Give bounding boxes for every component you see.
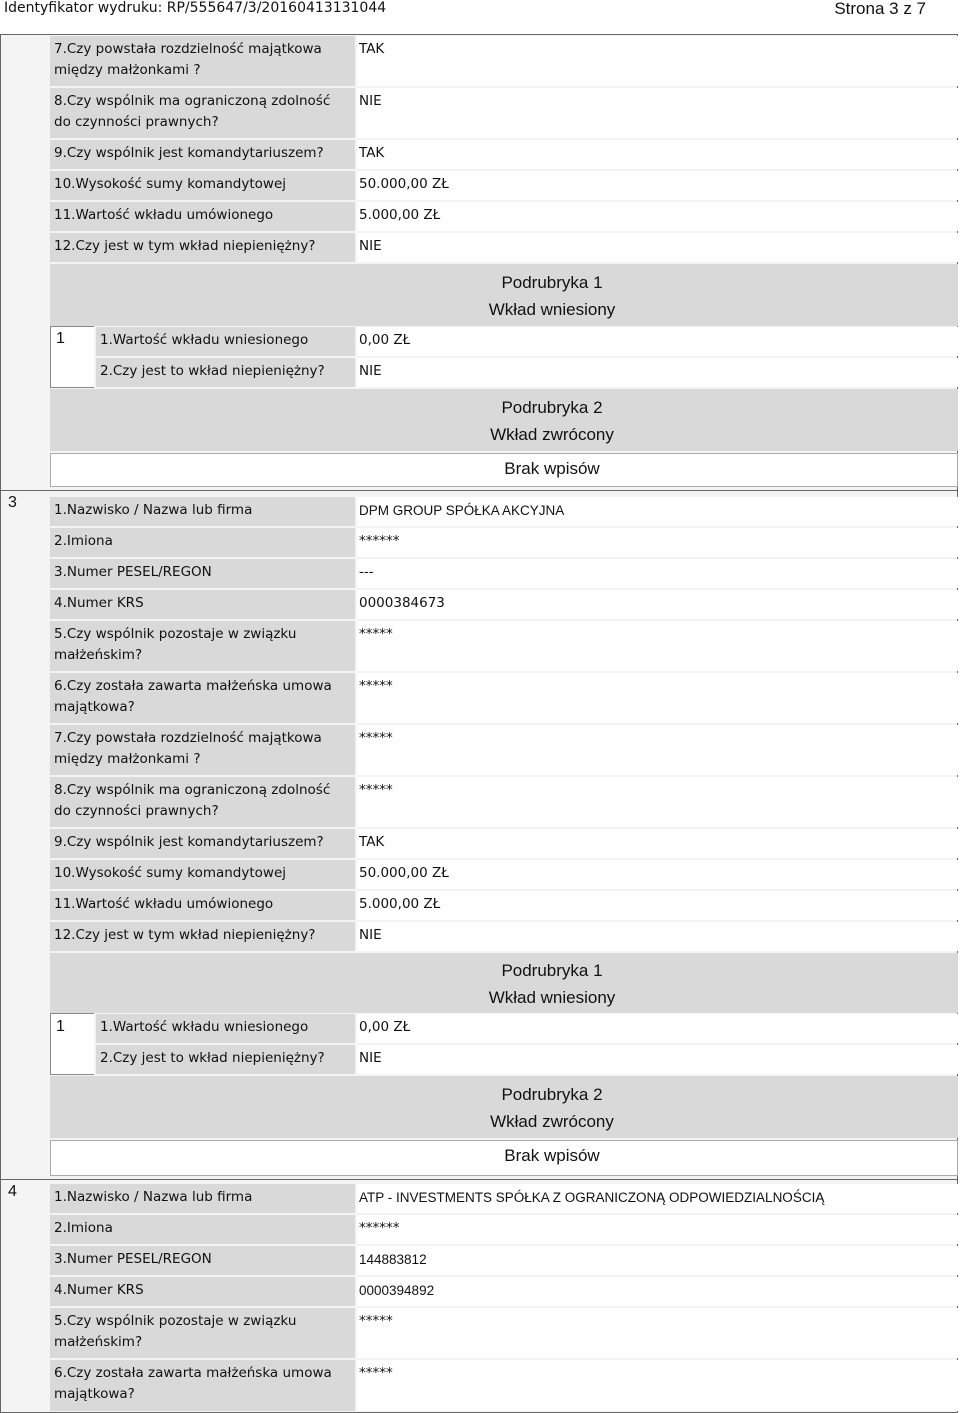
row-label: 7.Czy powstała rozdzielność majątkowa między małżonkami ? [50, 36, 355, 86]
table-row [50, 202, 958, 231]
subsection-header [50, 1076, 958, 1138]
row-label: 5.Czy wspólnik pozostaje w związku małżeńskim? [50, 621, 355, 671]
row-label: 4.Numer KRS [50, 590, 355, 619]
row-value: ***** [357, 777, 958, 827]
subsection-title: Podrubryka 2 [501, 398, 603, 417]
subsection-number: 1 [56, 1018, 65, 1035]
table-row [50, 673, 958, 723]
print-identifier: Identyfikator wydruku: RP/555647/3/20160413131044 [4, 0, 387, 16]
table-row [50, 725, 958, 775]
row-value: ATP - INVESTMENTS SPÓŁKA Z OGRANICZONĄ ODPOWIEDZIALNOŚCIĄ [357, 1184, 958, 1213]
row-value: NIE [357, 358, 958, 387]
row-value: TAK [357, 829, 958, 858]
row-value: 0,00 ZŁ [357, 1014, 958, 1043]
row-label: 11.Wartość wkładu umówionego [50, 202, 355, 231]
subsection-subtitle: Wkład wniesiony [488, 988, 616, 1007]
row-label: 8.Czy wspólnik ma ograniczoną zdolność do czynności prawnych? [50, 777, 355, 827]
subsection-subtitle: Wkład wniesiony [488, 300, 616, 319]
row-value: NIE [357, 1045, 958, 1074]
table-row [50, 860, 958, 889]
row-value: ***** [357, 1308, 958, 1358]
row-label: 2.Imiona [50, 1215, 355, 1244]
table-row [50, 1246, 958, 1275]
row-label: 1.Nazwisko / Nazwa lub firma [50, 1184, 355, 1213]
row-value: DPM GROUP SPÓŁKA AKCYJNA [357, 497, 958, 526]
row-label: 5.Czy wspólnik pozostaje w związku małżeńskim? [50, 1308, 355, 1358]
row-value: 0000394892 [357, 1277, 958, 1306]
row-label: 9.Czy wspólnik jest komandytariuszem? [50, 829, 355, 858]
table-row [50, 559, 958, 588]
row-value: 0,00 ZŁ [357, 327, 958, 356]
row-label: 3.Numer PESEL/REGON [50, 1246, 355, 1275]
section-number-3: 3 [8, 494, 17, 511]
row-label: 6.Czy została zawarta małżeńska umowa majątkowa? [50, 1360, 355, 1411]
page-number: Strona 3 z 7 [834, 0, 926, 18]
table-row [50, 497, 958, 526]
table-row [50, 922, 958, 951]
table-row [50, 528, 958, 557]
row-label: 3.Numer PESEL/REGON [50, 559, 355, 588]
section-number-4: 4 [8, 1183, 17, 1200]
row-label: 2.Czy jest to wkład niepieniężny? [96, 1045, 355, 1074]
row-value: 5.000,00 ZŁ [357, 202, 958, 231]
table-row [50, 88, 958, 138]
table-row [96, 358, 958, 387]
row-value: ***** [357, 1360, 958, 1411]
row-value: 5.000,00 ZŁ [357, 891, 958, 920]
table-row [50, 1277, 958, 1306]
row-value: NIE [357, 922, 958, 951]
row-label: 9.Czy wspólnik jest komandytariuszem? [50, 140, 355, 169]
subsection-header [50, 389, 958, 451]
row-value: 50.000,00 ZŁ [357, 860, 958, 889]
table-row [50, 621, 958, 671]
row-value: ***** [357, 673, 958, 723]
row-value: ***** [357, 621, 958, 671]
row-label: 1.Wartość wkładu wniesionego [96, 327, 355, 356]
row-value: NIE [357, 233, 958, 262]
row-value: 0000384673 [357, 590, 958, 619]
table-row [50, 891, 958, 920]
subsection-title: Podrubryka 1 [501, 961, 603, 980]
subsection-header [50, 264, 958, 326]
row-value: TAK [357, 36, 958, 86]
subsection-title: Podrubryka 2 [501, 1085, 603, 1104]
row-label: 2.Imiona [50, 528, 355, 557]
table-row [50, 1184, 958, 1213]
row-value: --- [357, 559, 958, 588]
row-value: TAK [357, 140, 958, 169]
row-label: 2.Czy jest to wkład niepieniężny? [96, 358, 355, 387]
row-label: 7.Czy powstała rozdzielność majątkowa między małżonkami ? [50, 725, 355, 775]
table-row [50, 1360, 958, 1411]
row-value: 144883812 [357, 1246, 958, 1275]
table-row [50, 590, 958, 619]
table-row [96, 1045, 958, 1074]
row-label: 12.Czy jest w tym wkład niepieniężny? [50, 233, 355, 262]
row-label: 11.Wartość wkładu umówionego [50, 891, 355, 920]
subsection-number: 1 [56, 330, 65, 347]
row-value: ****** [357, 1215, 958, 1244]
row-value: ****** [357, 528, 958, 557]
row-label: 1.Wartość wkładu wniesionego [96, 1014, 355, 1043]
table-row [50, 36, 958, 86]
table-row [50, 829, 958, 858]
row-value: ***** [357, 725, 958, 775]
empty-entries: Brak wpisów [50, 453, 958, 487]
table-row [50, 233, 958, 262]
row-value: 50.000,00 ZŁ [357, 171, 958, 200]
row-label: 8.Czy wspólnik ma ograniczoną zdolność do czynności prawnych? [50, 88, 355, 138]
empty-entries: Brak wpisów [50, 1140, 958, 1176]
row-value: NIE [357, 88, 958, 138]
row-label: 4.Numer KRS [50, 1277, 355, 1306]
row-label: 1.Nazwisko / Nazwa lub firma [50, 497, 355, 526]
table-row [50, 1215, 958, 1244]
table-row [50, 777, 958, 827]
row-label: 10.Wysokość sumy komandytowej [50, 860, 355, 889]
row-label: 12.Czy jest w tym wkład niepieniężny? [50, 922, 355, 951]
row-label: 6.Czy została zawarta małżeńska umowa majątkowa? [50, 673, 355, 723]
row-label: 10.Wysokość sumy komandytowej [50, 171, 355, 200]
table-row [50, 1308, 958, 1358]
table-row [96, 327, 958, 356]
table-row [50, 140, 958, 169]
subsection-header [50, 953, 958, 1013]
subsection-title: Podrubryka 1 [501, 273, 603, 292]
table-row [96, 1014, 958, 1043]
subsection-subtitle: Wkład zwrócony [490, 1112, 614, 1131]
table-row [50, 171, 958, 200]
subsection-subtitle: Wkład zwrócony [490, 425, 614, 444]
